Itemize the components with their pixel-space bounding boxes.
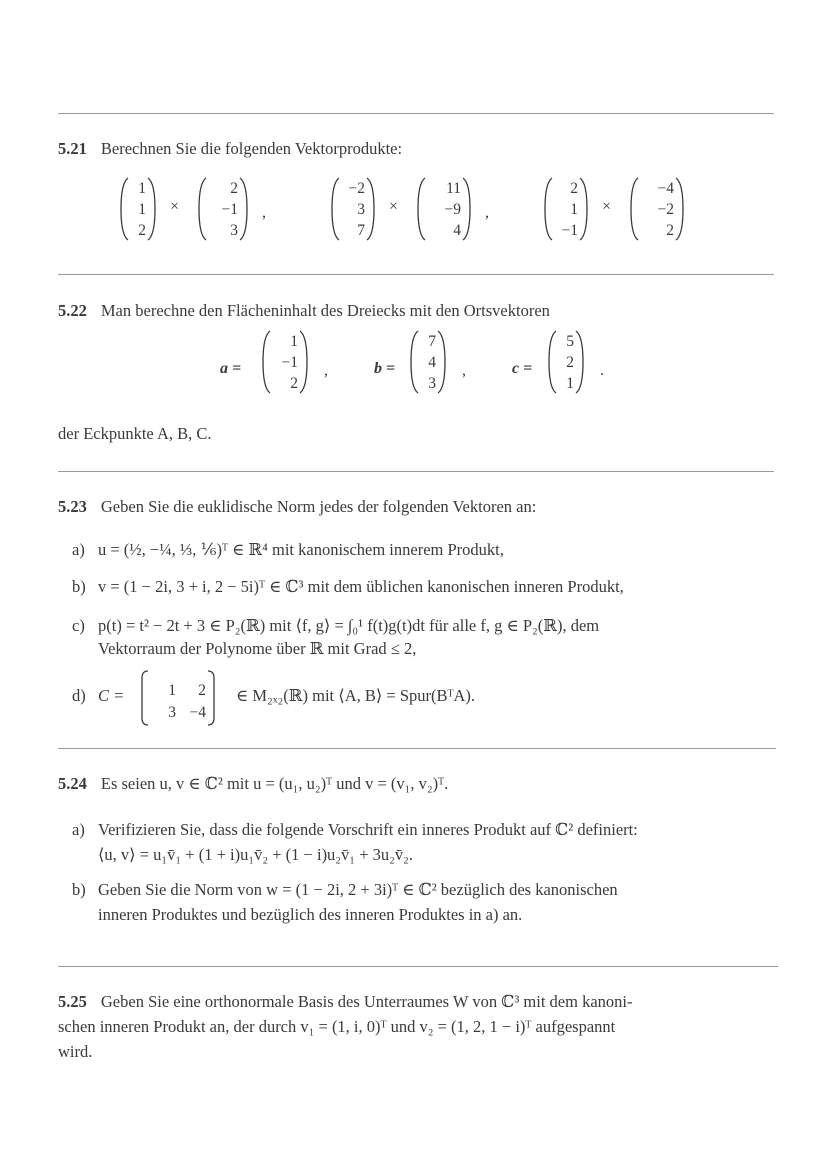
right-paren	[578, 177, 588, 241]
exercise-number: 5.21	[58, 139, 87, 158]
vector-label: b =	[374, 360, 396, 377]
times-sign: ×	[170, 198, 180, 215]
left-paren	[331, 177, 341, 241]
vector-entry: 11	[446, 179, 461, 197]
right-paren	[436, 330, 446, 394]
vector-entry: 4	[428, 353, 436, 371]
matrix-c	[140, 670, 216, 734]
matrix-entry: 1	[168, 682, 176, 699]
vector-entry: −2	[657, 200, 674, 218]
right-paren	[298, 330, 308, 394]
vector-entry: 1	[566, 374, 574, 392]
item-text: Verifizieren Sie, dass die folgende Vorschrift ein inneres Produkt auf ℂ² definiert:	[98, 820, 638, 839]
vector-entry: −9	[444, 200, 461, 218]
divider-524	[58, 966, 778, 967]
vector-entry: 2	[290, 374, 298, 392]
vector-entry: 1	[138, 200, 146, 218]
divider-top	[58, 113, 774, 114]
item-5-23-b	[72, 577, 624, 597]
vector-entry: 2	[566, 353, 574, 371]
vector-entry: 5	[566, 332, 574, 350]
left-paren	[410, 330, 420, 394]
exercise-5-25-line3: wird.	[58, 1042, 93, 1061]
column-vector	[198, 177, 248, 241]
divider-522	[58, 471, 774, 472]
column-vector	[262, 330, 308, 394]
item-5-24-a-formula: ⟨u, v⟩ = u₁v̄₁ + (1 + i)u₁v̄₂ + (1 − i)u₂v̄₁ + 3u₂v̄₂.	[98, 845, 413, 864]
times-sign: ×	[389, 198, 399, 215]
exercise-number: 5.24	[58, 774, 87, 793]
item-5-24-a	[72, 820, 638, 840]
item-label: a)	[72, 820, 85, 839]
vector-entry: 4	[453, 221, 461, 239]
left-paren	[417, 177, 427, 241]
exercise-text: Berechnen Sie die folgenden Vektorprodukte:	[100, 139, 403, 158]
item-5-23-c	[72, 616, 599, 636]
vector-entry: 1	[138, 179, 146, 197]
exercise-text: Es seien u, v ∈ ℂ² mit u = (u₁, u₂)ᵀ und v = (v₁, v₂)ᵀ.	[100, 774, 449, 793]
exercise-text: Geben Sie die euklidische Norm jedes der folgenden Vektoren an:	[100, 497, 537, 516]
matrix-entries	[150, 680, 206, 724]
right-paren	[146, 177, 156, 241]
column-vector	[410, 330, 446, 394]
item-5-23-d-text: ∈ M₂ₓ₂(ℝ) mit ⟨A, B⟩ = Spur(BᵀA).	[236, 686, 476, 705]
left-paren	[548, 330, 558, 394]
item-label: c)	[72, 616, 85, 635]
divider-521	[58, 274, 774, 275]
exercise-text: Man berechne den Flächeninhalt des Dreiecks mit den Ortsvektoren	[100, 301, 550, 320]
column-vector	[331, 177, 375, 241]
right-paren	[365, 177, 375, 241]
separator: ,	[462, 362, 466, 379]
separator: .	[600, 362, 604, 379]
exercise-5-25-heading	[58, 992, 632, 1012]
vector-entry: 7	[357, 221, 365, 239]
vector-entry: −4	[657, 179, 674, 197]
vector-entry: −1	[561, 221, 578, 239]
left-paren	[198, 177, 208, 241]
matrix-entry: −4	[189, 704, 206, 721]
vector-entry: 2	[138, 221, 146, 239]
left-bracket	[140, 670, 150, 734]
vector-entry: 2	[666, 221, 674, 239]
exercise-5-25-line2: schen inneren Produkt an, der durch v₁ = (1, i, 0)ᵀ und v₂ = (1, 2, 1 − i)ᵀ aufgespannt	[58, 1017, 616, 1036]
vector-entry: 2	[570, 179, 578, 197]
matrix-prefix: C =	[98, 686, 125, 705]
vector-entry: −2	[348, 179, 365, 197]
vector-entry: 3	[357, 200, 365, 218]
right-paren	[674, 177, 684, 241]
column-vector	[544, 177, 588, 241]
column-vector	[630, 177, 684, 241]
vector-entry: 3	[428, 374, 436, 392]
divider-523	[58, 748, 776, 749]
item-label: d)	[72, 686, 86, 705]
vector-entry: 7	[428, 332, 436, 350]
exercise-number: 5.22	[58, 301, 87, 320]
left-paren	[262, 330, 272, 394]
item-5-23-d-label	[72, 686, 124, 706]
vector-entry: 1	[290, 332, 298, 350]
item-5-23-a	[72, 540, 504, 560]
left-paren	[630, 177, 640, 241]
exercise-number: 5.23	[58, 497, 87, 516]
exercise-5-23-heading	[58, 497, 536, 517]
exercise-5-24-heading	[58, 774, 448, 794]
item-label: a)	[72, 540, 85, 559]
item-text: Geben Sie die Norm von w = (1 − 2i, 2 + 3i)ᵀ ∈ ℂ² bezüglich des kanonischen	[98, 880, 618, 899]
right-paren	[574, 330, 584, 394]
right-paren	[238, 177, 248, 241]
column-vector	[120, 177, 156, 241]
right-bracket	[206, 670, 216, 734]
vector-entry: 2	[230, 179, 238, 197]
item-label: b)	[72, 880, 86, 899]
vector-label: c =	[512, 360, 533, 377]
item-text: p(t) = t² − 2t + 3 ∈ P₂(ℝ) mit ⟨f, g⟩ = ∫₀¹ f(t)g(t)dt für alle f, g ∈ P₂(ℝ), dem	[98, 616, 600, 635]
comma: ,	[262, 204, 266, 221]
vector-entry: 1	[570, 200, 578, 218]
vector-label: a =	[220, 360, 242, 377]
item-5-23-c-cont: Vektorraum der Polynome über ℝ mit Grad ≤ 2,	[98, 639, 417, 658]
comma: ,	[485, 204, 489, 221]
item-5-24-b	[72, 880, 618, 900]
exercise-5-22-heading	[58, 301, 550, 321]
times-sign: ×	[602, 198, 612, 215]
separator: ,	[324, 362, 328, 379]
exercise-number: 5.25	[58, 992, 87, 1011]
matrix-entry: 2	[198, 682, 206, 699]
vector-entry: 3	[230, 221, 238, 239]
right-paren	[461, 177, 471, 241]
exercise-5-21-heading	[58, 139, 402, 159]
left-paren	[544, 177, 554, 241]
exercise-text: Geben Sie eine orthonormale Basis des Unterraumes W von ℂ³ mit dem kanoni-	[100, 992, 633, 1011]
item-label: b)	[72, 577, 86, 596]
vector-entry: −1	[221, 200, 238, 218]
column-vector	[548, 330, 584, 394]
left-paren	[120, 177, 130, 241]
vector-entry: −1	[281, 353, 298, 371]
item-text: v = (1 − 2i, 3 + i, 2 − 5i)ᵀ ∈ ℂ³ mit dem üblichen kanonischen inneren Produkt,	[98, 577, 624, 596]
column-vector	[417, 177, 471, 241]
matrix-entry: 3	[168, 704, 176, 721]
item-text: u = (½, −¼, ⅓, ⅙)ᵀ ∈ ℝ⁴ mit kanonischem innerem Produkt,	[98, 540, 504, 559]
item-5-24-b-cont: inneren Produktes und bezüglich des inneren Produktes in a) an.	[98, 905, 523, 924]
exercise-5-22-tail: der Eckpunkte A, B, C.	[58, 424, 212, 443]
